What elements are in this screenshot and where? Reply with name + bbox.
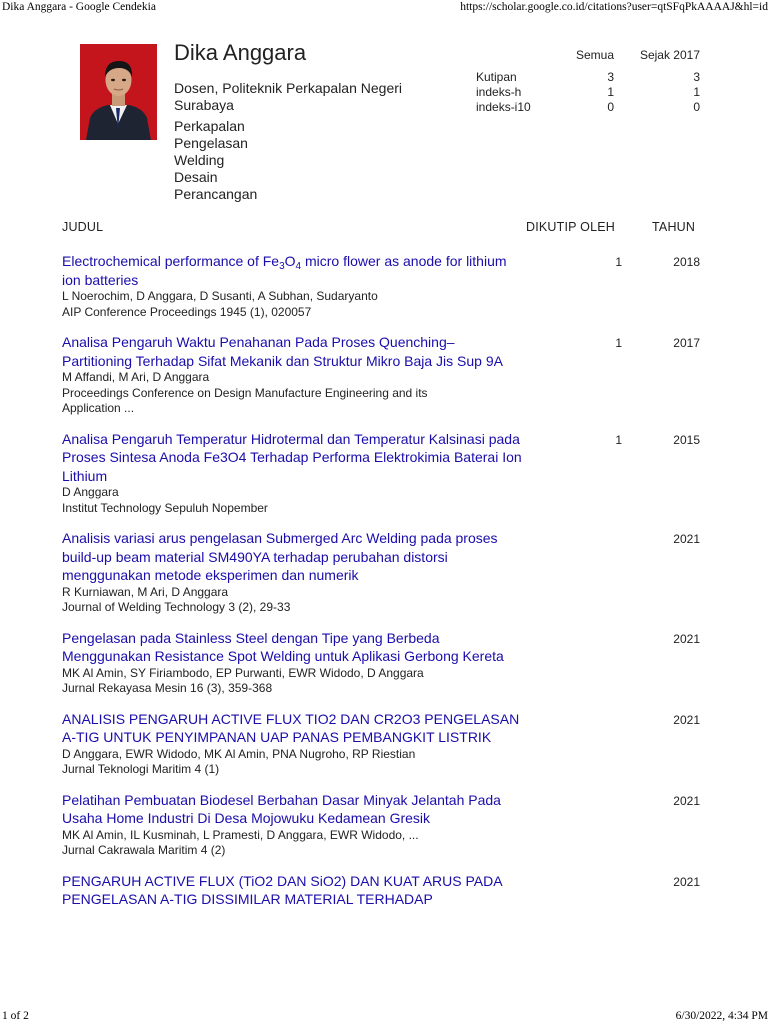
column-header-year[interactable]: TAHUN [652,220,696,234]
stats-value-all: 0 [607,99,615,114]
article-title-link[interactable]: Analisa Pengaruh Waktu Penahanan Pada Proses Quenching–Partitioning Terhadap Sifat Mekanik dan Struktur Mikro Baja Jis Sup 9A [62,334,503,369]
article-year: 2021 [673,874,700,889]
article-year: 2017 [673,336,700,350]
article-year: 2021 [673,712,700,727]
article-row [62,430,702,517]
article-row [62,333,702,417]
article-cited-count[interactable]: 1 [615,336,622,350]
article-venue: AIP Conference Proceedings 1945 (1), 020057 [62,304,312,319]
interest-link[interactable]: Pengelasan [174,135,248,151]
article-row [62,791,702,859]
print-page-url: https://scholar.google.co.id/citations?user=qtSFqPkAAAAJ&hl=id [460,1,768,13]
article-year: 2021 [673,532,700,546]
article-authors: MK Al Amin, IL Kusminah, L Pramesti, D Anggara, EWR Widodo, ... [62,827,419,842]
research-interests [174,118,257,203]
article-title-link[interactable]: Pelatihan Pembuatan Biodesel Berbahan Dasar Minyak Jelantah Pada Usaha Home Industri Di Desa Mojowuku Kedamean Gresik [62,791,501,826]
article-row [62,529,702,616]
article-authors: R Kurniawan, M Ari, D Anggara [62,584,229,599]
article-cited-count[interactable]: 1 [615,255,622,269]
print-header [0,0,768,16]
stats-header-since: Sejak 2017 [639,47,700,62]
article-year: 2018 [673,255,700,269]
article-row [62,252,702,320]
article-year: 2015 [673,432,700,447]
interest-link[interactable]: Welding [174,152,225,168]
article-authors: MK Al Amin, SY Firiambodo, EP Purwanti, EWR Widodo, D Anggara [62,665,424,680]
interest-link[interactable]: Desain [174,169,218,185]
article-year: 2021 [673,793,700,808]
stats-label[interactable]: indeks-i10 [476,99,531,114]
article-title-link[interactable]: Analisis variasi arus pengelasan Submerged Arc Welding pada proses build-up beam material SM490YA terhadap perubahan distorsi menggunakan metode eksperimen dan numerik [62,530,498,583]
article-row [62,710,702,778]
print-page-title: Dika Anggara - Google Cendekia [2,1,156,13]
article-venue: Journal of Welding Technology 3 (2), 29-33 [62,600,291,614]
article-title-link[interactable]: Electrochemical performance of $Fe_3O_4$ micro flower as anode for lithium ion batteries [62,253,507,288]
stats-label[interactable]: Kutipan [476,69,517,84]
stats-label[interactable]: indeks-h [476,84,522,99]
article-venue: Jurnal Rekayasa Mesin 16 (3), 359-368 [62,681,273,695]
article-row [62,872,702,909]
profile-affiliation: Dosen, Politeknik Perkapalan Negeri Surabaya [174,80,403,113]
article-venue: Jurnal Teknologi Maritim 4 (1) [62,762,220,776]
stats-value-since: 0 [693,99,700,114]
stats-value-all: 3 [607,69,615,84]
stats-row [476,99,700,114]
article-authors: D Anggara [62,485,119,499]
article-list [62,252,702,922]
article-authors: M Affandi, M Ari, D Anggara [62,370,210,384]
article-title-link[interactable]: Pengelasan pada Stainless Steel dengan Tipe yang Berbeda Menggunakan Resistance Spot Welding untuk Aplikasi Gerbong Kereta [62,629,504,664]
stats-row [476,69,700,84]
profile-photo-image [80,44,157,140]
print-page-number: 1 of 2 [2,1010,29,1022]
citation-stats [476,47,700,114]
article-year: 2021 [673,631,700,646]
article-authors: D Anggara, EWR Widodo, MK Al Amin, PNA Nugroho, RP Riestian [62,746,416,761]
article-venue: Institut Technology Sepuluh Nopember [62,500,268,515]
stats-value-all: 1 [607,84,615,99]
article-title-link[interactable]: ANALISIS PENGARUH ACTIVE FLUX TIO2 DAN CR2O3 PENGELASAN A-TIG UNTUK PENYIMPANAN UAP PANAS PEMBANGKIT LISTRIK [62,710,520,745]
article-row [62,629,702,697]
stats-value-since: 3 [693,69,700,84]
interest-link[interactable]: Perkapalan [174,118,245,134]
print-datetime: 6/30/2022, 4:34 PM [675,1010,768,1022]
stats-row [476,84,700,99]
interest-link[interactable]: Perancangan [174,186,258,202]
profile-photo[interactable] [80,44,157,140]
print-footer [0,1010,768,1024]
article-cited-count[interactable]: 1 [615,432,622,447]
column-header-cited-by[interactable]: DIKUTIP OLEH [526,220,615,234]
stats-header-all: Semua [576,47,615,62]
stats-value-since: 1 [693,84,700,99]
column-header-title[interactable]: JUDUL [62,220,104,234]
article-venue: Proceedings Conference on Design Manufacture Engineering and its Application ... [62,385,428,415]
profile-name: Dika Anggara [174,40,307,65]
article-venue: Jurnal Cakrawala Maritim 4 (2) [62,843,226,857]
citation-stats-table [476,47,700,114]
article-title-link[interactable]: PENGARUH ACTIVE FLUX (TiO2 DAN SiO2) DAN KUAT ARUS PADA PENGELASAN A-TIG DISSIMILAR MATERIAL TERHADAP [62,872,502,907]
article-authors: L Noerochim, D Anggara, D Susanti, A Subhan, Sudaryanto [62,289,378,303]
article-title-link[interactable]: Analisa Pengaruh Temperatur Hidrotermal dan Temperatur Kalsinasi pada Proses Sintesa Anoda Fe3O4 Terhadap Performa Elektrokimia Baterai Ion Lithium [62,430,522,484]
